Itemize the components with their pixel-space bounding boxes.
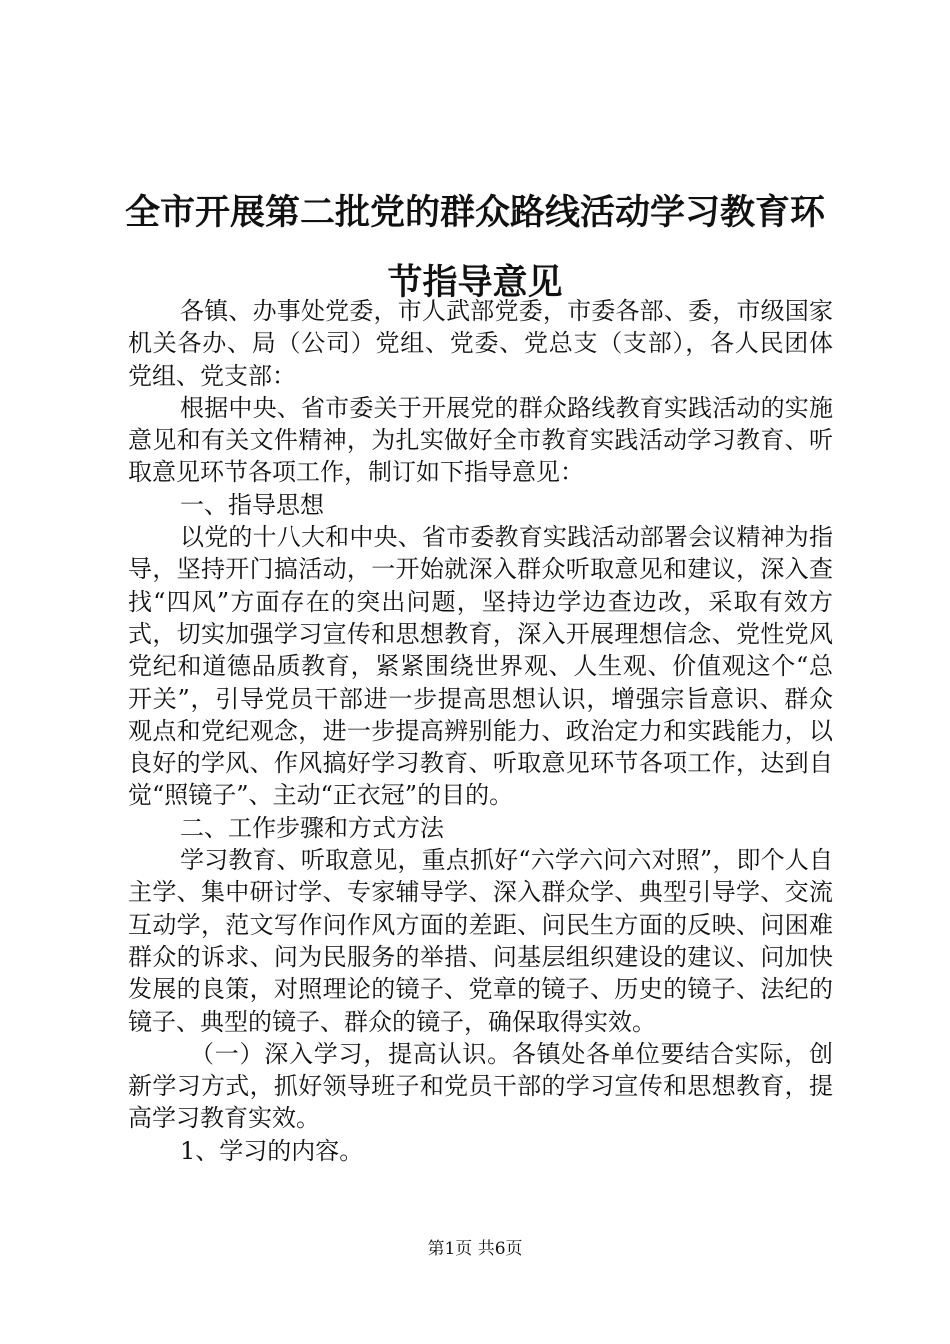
guiding-ideology-paragraph: 以党的十八大和中央、省市委教育实践活动部署会议精神为指导，坚持开门搞活动，一开始就深入群众听取意见和建议，深入查找“四风”方面存在的突出问题，坚持边学边查边改，采取有效方式，切实加强学习宣传和思想教育，深入开展理想信念、党性党风党纪和道德品质教育，紧紧围绕世界观、人生观、价值观这个“总开关”，引导党员干部进一步提高思想认识，增强宗旨意识、群众观点和党纪观念，进一步提高辨别能力、政治定力和实践能力，以良好的学风、作风搞好学习教育、听取意见环节各项工作，达到自觉“照镜子”、主动“正衣冠”的目的。 [128,523,833,810]
methods-paragraph: 学习教育、听取意见，重点抓好“六学六问六对照”，即个人自主学、集中研讨学、专家辅导学、深入群众学、典型引导学、交流互动学，范文写作问作风方面的差距、问民生方面的反映、问困难群众的诉求、问为民服务的举措、问基层组织建设的建议、问加快发展的良策，对照理论的镜子、党章的镜子、历史的镜子、法纪的镜子、典型的镜子、群众的镜子，确保取得实效。 [128,846,833,1036]
section-heading-1: 一、指导思想 [180,490,324,519]
salutation-paragraph: 各镇、办事处党委，市人武部党委，市委各部、委，市级国家机关各办、局（公司）党组、党委、党总支（支部），各人民团体党组、党支部： [128,297,833,390]
subsection-1-paragraph: （一）深入学习，提高认识。各镇处各单位要结合实际，创新学习方式，抓好领导班子和党员干部的学习宣传和思想教育，提高学习教育实效。 [128,1039,833,1133]
item-1-heading: 1、学习的内容。 [180,1136,364,1165]
intro-paragraph: 根据中央、省市委关于开展党的群众路线教育实践活动的实施意见和有关文件精神，为扎实做好全市教育实践活动学习教育、听取意见环节各项工作，制订如下指导意见： [128,393,833,487]
document-body [128,295,833,1167]
section-heading-2: 二、工作步骤和方式方法 [180,813,444,842]
title-line-1: 全市开展第二批党的群众路线活动学习教育环 [124,193,825,233]
title-line-2: 节指导意见 [387,263,563,303]
page-footer: 第1页 共6页 [427,1239,523,1259]
